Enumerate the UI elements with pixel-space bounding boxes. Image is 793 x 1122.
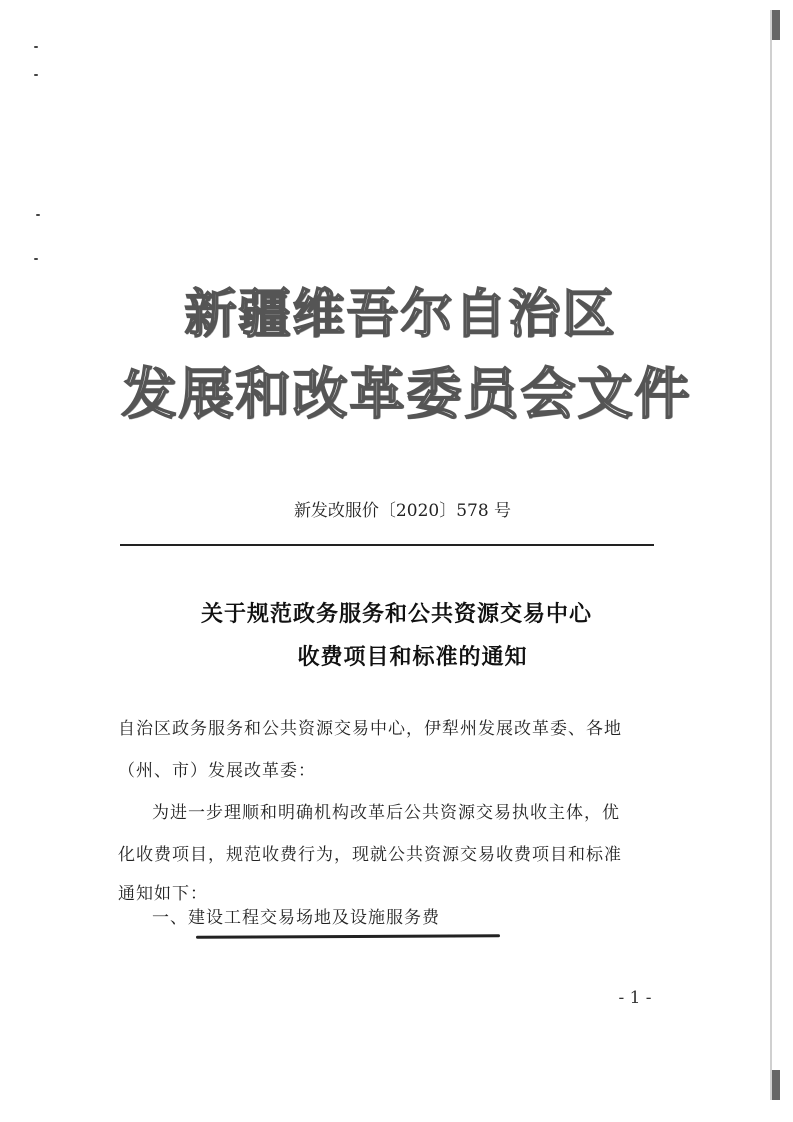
paragraph-line: 通知如下： [118,884,208,904]
handwritten-underline [196,934,500,939]
scan-dot [36,214,40,216]
header-divider [120,544,654,546]
addressee-line2: （州、市）发展改革委： [118,761,316,781]
document-number: 新发改服价〔2020〕578 号 [293,501,512,521]
issuer-name-line1: 新疆维吾尔自治区 [184,285,617,345]
document-title-line1: 关于规范政务服务和公共资源交易中心 [200,602,592,627]
document-title-line2: 收费项目和标准的通知 [297,645,528,670]
paragraph-line: 为进一步理顺和明确机构改革后公共资源交易执收主体，优 [152,803,620,823]
scan-dot [34,74,38,76]
page-number: - 1 - [618,988,652,1008]
section-heading: 一、建设工程交易场地及设施服务费 [152,908,440,928]
scan-dot [34,258,38,260]
addressee-line1: 自治区政务服务和公共资源交易中心，伊犁州发展改革委、各地 [118,719,622,739]
paragraph-line: 化收费项目，规范收费行为，现就公共资源交易收费项目和标准 [118,845,622,865]
scan-edge-mark [772,10,780,40]
scan-dot [34,46,38,48]
scan-edge-mark [772,1070,780,1100]
scan-edge-line [770,10,772,1100]
issuer-name-line2: 发展和改革委员会文件 [121,362,692,426]
